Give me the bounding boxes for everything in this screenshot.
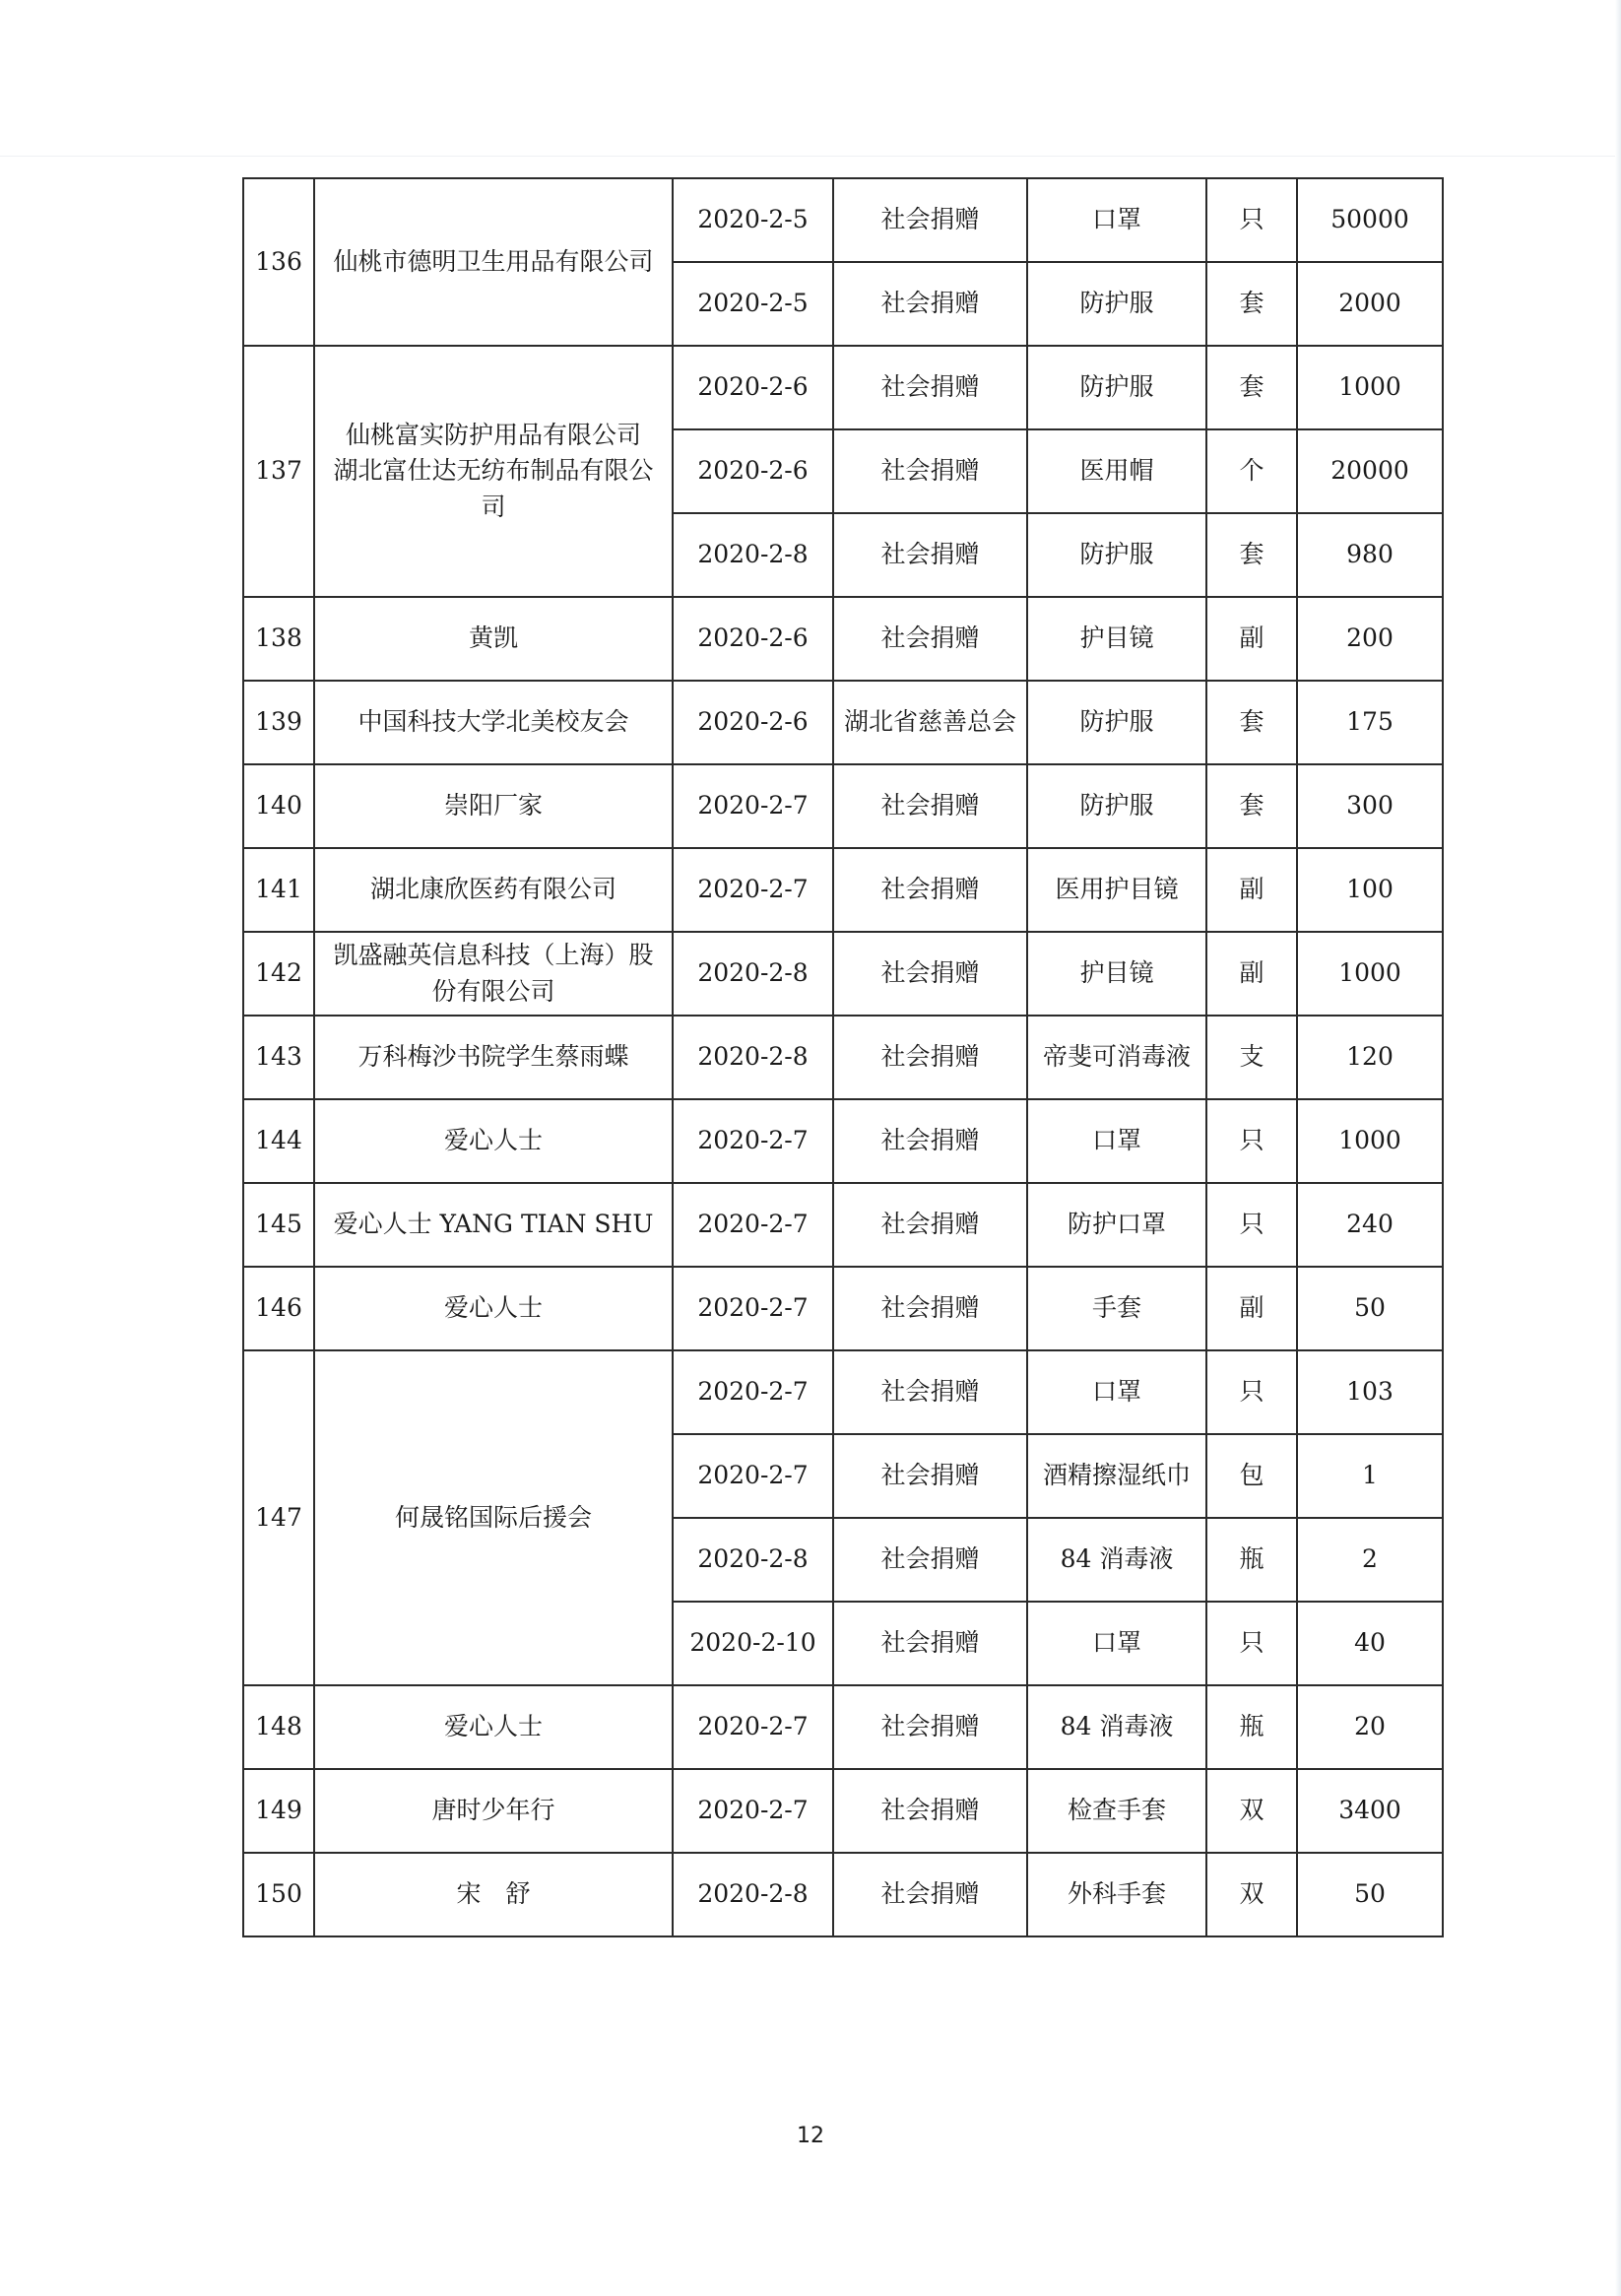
channel-cell: 社会捐赠	[833, 764, 1027, 848]
quantity-cell: 50	[1297, 1267, 1443, 1350]
date-cell: 2020-2-5	[673, 262, 833, 346]
table-row	[243, 1267, 1443, 1350]
date-cell: 2020-2-7	[673, 764, 833, 848]
item-cell: 防护服	[1027, 346, 1206, 429]
date-cell: 2020-2-7	[673, 1434, 833, 1518]
date-cell: 2020-2-8	[673, 1518, 833, 1602]
unit-cell: 只	[1206, 1350, 1297, 1434]
channel-cell: 社会捐赠	[833, 597, 1027, 681]
row-number-cell: 145	[243, 1183, 314, 1267]
date-cell: 2020-2-6	[673, 346, 833, 429]
unit-cell: 只	[1206, 178, 1297, 262]
quantity-cell: 103	[1297, 1350, 1443, 1434]
donor-cell: 何晟铭国际后援会	[314, 1350, 673, 1685]
channel-cell: 社会捐赠	[833, 178, 1027, 262]
donor-cell: 爱心人士	[314, 1267, 673, 1350]
quantity-cell: 1000	[1297, 346, 1443, 429]
table-row	[243, 681, 1443, 764]
table-row	[243, 1183, 1443, 1267]
table-row	[243, 1350, 1443, 1434]
donor-cell: 万科梅沙书院学生蔡雨蝶	[314, 1016, 673, 1099]
item-cell: 防护口罩	[1027, 1183, 1206, 1267]
row-number-cell: 138	[243, 597, 314, 681]
item-cell: 口罩	[1027, 1602, 1206, 1685]
unit-cell: 套	[1206, 262, 1297, 346]
date-cell: 2020-2-7	[673, 848, 833, 932]
channel-cell: 社会捐赠	[833, 1016, 1027, 1099]
table-row	[243, 1853, 1443, 1936]
date-cell: 2020-2-7	[673, 1267, 833, 1350]
channel-cell: 湖北省慈善总会	[833, 681, 1027, 764]
quantity-cell: 175	[1297, 681, 1443, 764]
quantity-cell: 1	[1297, 1434, 1443, 1518]
item-cell: 防护服	[1027, 764, 1206, 848]
unit-cell: 瓶	[1206, 1518, 1297, 1602]
unit-cell: 只	[1206, 1602, 1297, 1685]
quantity-cell: 50	[1297, 1853, 1443, 1936]
channel-cell: 社会捐赠	[833, 1099, 1027, 1183]
quantity-cell: 200	[1297, 597, 1443, 681]
item-cell: 酒精擦湿纸巾	[1027, 1434, 1206, 1518]
date-cell: 2020-2-7	[673, 1350, 833, 1434]
unit-cell: 套	[1206, 513, 1297, 597]
date-cell: 2020-2-10	[673, 1602, 833, 1685]
item-cell: 医用护目镜	[1027, 848, 1206, 932]
channel-cell: 社会捐赠	[833, 513, 1027, 597]
channel-cell: 社会捐赠	[833, 1434, 1027, 1518]
channel-cell: 社会捐赠	[833, 1350, 1027, 1434]
channel-cell: 社会捐赠	[833, 1602, 1027, 1685]
table-row	[243, 932, 1443, 1016]
quantity-cell: 300	[1297, 764, 1443, 848]
row-number-cell: 143	[243, 1016, 314, 1099]
quantity-cell: 2000	[1297, 262, 1443, 346]
item-cell: 84 消毒液	[1027, 1518, 1206, 1602]
item-cell: 外科手套	[1027, 1853, 1206, 1936]
quantity-cell: 50000	[1297, 178, 1443, 262]
row-number-cell: 144	[243, 1099, 314, 1183]
item-cell: 手套	[1027, 1267, 1206, 1350]
table-row	[243, 1685, 1443, 1769]
donor-cell: 爱心人士 YANG TIAN SHU	[314, 1183, 673, 1267]
date-cell: 2020-2-6	[673, 429, 833, 513]
item-cell: 医用帽	[1027, 429, 1206, 513]
date-cell: 2020-2-8	[673, 1016, 833, 1099]
item-cell: 防护服	[1027, 681, 1206, 764]
row-number-cell: 137	[243, 346, 314, 597]
channel-cell: 社会捐赠	[833, 1769, 1027, 1853]
date-cell: 2020-2-7	[673, 1183, 833, 1267]
donor-cell: 仙桃富实防护用品有限公司 湖北富仕达无纺布制品有限公 司	[314, 346, 673, 597]
item-cell: 帝斐可消毒液	[1027, 1016, 1206, 1099]
quantity-cell: 2	[1297, 1518, 1443, 1602]
channel-cell: 社会捐赠	[833, 1518, 1027, 1602]
date-cell: 2020-2-6	[673, 681, 833, 764]
row-number-cell: 150	[243, 1853, 314, 1936]
unit-cell: 个	[1206, 429, 1297, 513]
row-number-cell: 148	[243, 1685, 314, 1769]
page-number: 12	[797, 2124, 824, 2148]
table-row	[243, 1769, 1443, 1853]
unit-cell: 副	[1206, 1267, 1297, 1350]
table-row	[243, 178, 1443, 262]
channel-cell: 社会捐赠	[833, 346, 1027, 429]
donor-cell: 中国科技大学北美校友会	[314, 681, 673, 764]
row-number-cell: 146	[243, 1267, 314, 1350]
table-row	[243, 848, 1443, 932]
item-cell: 防护服	[1027, 262, 1206, 346]
unit-cell: 支	[1206, 1016, 1297, 1099]
item-cell: 检查手套	[1027, 1769, 1206, 1853]
item-cell: 护目镜	[1027, 597, 1206, 681]
table-row	[243, 597, 1443, 681]
unit-cell: 副	[1206, 597, 1297, 681]
item-cell: 护目镜	[1027, 932, 1206, 1016]
unit-cell: 套	[1206, 681, 1297, 764]
channel-cell: 社会捐赠	[833, 1183, 1027, 1267]
unit-cell: 双	[1206, 1853, 1297, 1936]
donor-cell: 爱心人士	[314, 1685, 673, 1769]
quantity-cell: 100	[1297, 848, 1443, 932]
date-cell: 2020-2-8	[673, 932, 833, 1016]
unit-cell: 副	[1206, 848, 1297, 932]
item-cell: 口罩	[1027, 1350, 1206, 1434]
date-cell: 2020-2-8	[673, 1853, 833, 1936]
quantity-cell: 980	[1297, 513, 1443, 597]
donor-cell: 宋 舒	[314, 1853, 673, 1936]
donor-cell: 凯盛融英信息科技（上海）股 份有限公司	[314, 932, 673, 1016]
row-number-cell: 140	[243, 764, 314, 848]
scan-top-rule	[0, 156, 1621, 157]
channel-cell: 社会捐赠	[833, 932, 1027, 1016]
quantity-cell: 1000	[1297, 1099, 1443, 1183]
unit-cell: 副	[1206, 932, 1297, 1016]
donor-cell: 崇阳厂家	[314, 764, 673, 848]
date-cell: 2020-2-8	[673, 513, 833, 597]
channel-cell: 社会捐赠	[833, 848, 1027, 932]
table-row	[243, 1099, 1443, 1183]
quantity-cell: 40	[1297, 1602, 1443, 1685]
row-number-cell: 147	[243, 1350, 314, 1685]
item-cell: 口罩	[1027, 178, 1206, 262]
date-cell: 2020-2-7	[673, 1769, 833, 1853]
table-row	[243, 1016, 1443, 1099]
scan-edge	[1615, 0, 1621, 2296]
row-number-cell: 136	[243, 178, 314, 346]
unit-cell: 包	[1206, 1434, 1297, 1518]
channel-cell: 社会捐赠	[833, 1685, 1027, 1769]
item-cell: 84 消毒液	[1027, 1685, 1206, 1769]
unit-cell: 瓶	[1206, 1685, 1297, 1769]
channel-cell: 社会捐赠	[833, 1853, 1027, 1936]
donor-cell: 仙桃市德明卫生用品有限公司	[314, 178, 673, 346]
date-cell: 2020-2-7	[673, 1685, 833, 1769]
date-cell: 2020-2-6	[673, 597, 833, 681]
donation-table-body	[243, 178, 1443, 1936]
channel-cell: 社会捐赠	[833, 1267, 1027, 1350]
item-cell: 口罩	[1027, 1099, 1206, 1183]
date-cell: 2020-2-7	[673, 1099, 833, 1183]
quantity-cell: 120	[1297, 1016, 1443, 1099]
row-number-cell: 142	[243, 932, 314, 1016]
row-number-cell: 149	[243, 1769, 314, 1853]
unit-cell: 只	[1206, 1183, 1297, 1267]
item-cell: 防护服	[1027, 513, 1206, 597]
quantity-cell: 240	[1297, 1183, 1443, 1267]
quantity-cell: 20000	[1297, 429, 1443, 513]
unit-cell: 套	[1206, 346, 1297, 429]
donation-table	[242, 177, 1444, 1937]
unit-cell: 双	[1206, 1769, 1297, 1853]
table-row	[243, 346, 1443, 429]
donor-cell: 黄凯	[314, 597, 673, 681]
unit-cell: 套	[1206, 764, 1297, 848]
donor-cell: 爱心人士	[314, 1099, 673, 1183]
table-row	[243, 764, 1443, 848]
donor-cell: 唐时少年行	[314, 1769, 673, 1853]
quantity-cell: 3400	[1297, 1769, 1443, 1853]
unit-cell: 只	[1206, 1099, 1297, 1183]
row-number-cell: 139	[243, 681, 314, 764]
channel-cell: 社会捐赠	[833, 429, 1027, 513]
quantity-cell: 20	[1297, 1685, 1443, 1769]
channel-cell: 社会捐赠	[833, 262, 1027, 346]
row-number-cell: 141	[243, 848, 314, 932]
donor-cell: 湖北康欣医药有限公司	[314, 848, 673, 932]
date-cell: 2020-2-5	[673, 178, 833, 262]
quantity-cell: 1000	[1297, 932, 1443, 1016]
